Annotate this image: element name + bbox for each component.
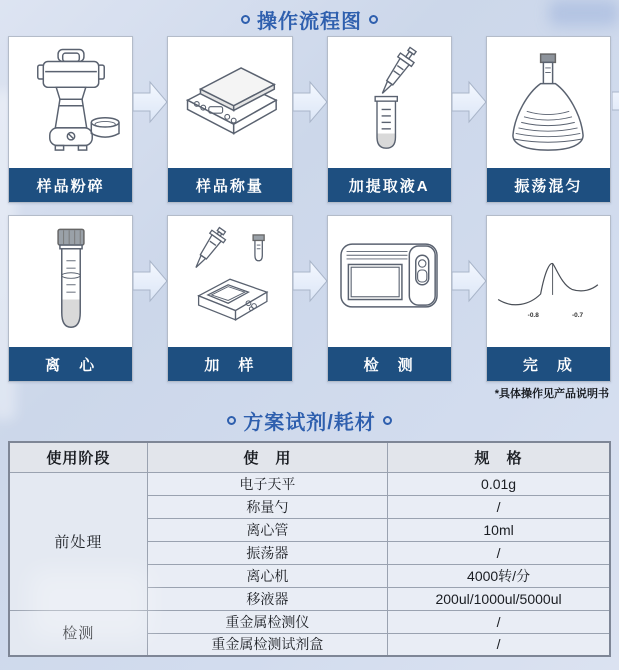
flow-diagram [0, 36, 619, 382]
reagents-section-title-text: 方案试剂/耗材 [243, 411, 376, 434]
stage-cell: 检测 [9, 610, 147, 656]
flow-arrow-icon [293, 257, 327, 305]
vortex-mixer-illustration-icon [487, 37, 610, 168]
table-header-cell: 使用阶段 [9, 442, 147, 472]
table-header-cell: 使 用 [147, 442, 387, 472]
table-header-cell: 规 格 [388, 442, 610, 472]
pipette-tube-illustration-icon [328, 37, 451, 168]
flow-step-label: 样品粉碎 [9, 168, 132, 202]
flow-row-1 [0, 36, 619, 203]
flow-arrow-icon [293, 78, 327, 126]
flow-section-title [0, 0, 619, 32]
spec-cell: 0.01g [388, 472, 610, 495]
flow-step-card-grinder [8, 36, 133, 203]
table-row [9, 472, 610, 495]
item-cell: 移液器 [147, 587, 387, 610]
reagents-table-header [9, 442, 610, 472]
flow-arrow-clipped [612, 77, 619, 130]
spec-cell: 4000转/分 [388, 564, 610, 587]
item-cell: 振荡器 [147, 541, 387, 564]
flow-arrow [293, 36, 327, 167]
flow-step-card-vortex-mixer [486, 36, 611, 203]
grinder-illustration-icon [9, 37, 132, 168]
item-cell: 称量勺 [147, 495, 387, 518]
flow-arrow-icon [452, 78, 486, 126]
flow-arrow [293, 215, 327, 346]
reagents-table [8, 441, 611, 657]
title-dot-icon [241, 15, 250, 24]
flow-step-card-scale [167, 36, 292, 203]
item-cell: 离心管 [147, 518, 387, 541]
flow-arrow [133, 215, 167, 346]
flow-step-card-centrifuge-tube [8, 215, 133, 382]
flow-section-title-text: 操作流程图 [257, 10, 362, 33]
flow-step-label: 加提取液A [328, 168, 451, 202]
scale-illustration-icon [168, 37, 291, 168]
item-cell: 重金属检测仪 [147, 610, 387, 633]
item-cell: 重金属检测试剂盒 [147, 633, 387, 656]
title-dot-icon [383, 416, 392, 425]
result-curve-illustration-icon [487, 216, 610, 347]
flow-step-label: 检 测 [328, 347, 451, 381]
flow-step-card-result-curve [486, 215, 611, 382]
flow-arrow [452, 215, 486, 346]
flow-step-card-sampling [167, 215, 292, 382]
spec-cell: / [388, 610, 610, 633]
flow-arrow-icon [452, 257, 486, 305]
flow-step-label: 加 样 [168, 347, 291, 381]
flow-step-label: 离 心 [9, 347, 132, 381]
title-dot-icon [227, 416, 236, 425]
flow-step-card-pipette-tube [327, 36, 452, 203]
footnote: *具体操作见产品说明书 [494, 388, 609, 400]
flow-step-label: 样品称量 [168, 168, 291, 202]
table-row [9, 610, 610, 633]
spec-cell: 10ml [388, 518, 610, 541]
spec-cell: / [388, 633, 610, 656]
spec-cell: 200ul/1000ul/5000ul [388, 587, 610, 610]
sampling-illustration-icon [168, 216, 291, 347]
flow-step-label: 完 成 [487, 347, 610, 381]
reagents-section-title [0, 401, 619, 433]
stage-cell: 前处理 [9, 472, 147, 610]
spec-cell: / [388, 495, 610, 518]
item-cell: 电子天平 [147, 472, 387, 495]
flow-step-label: 振荡混匀 [487, 168, 610, 202]
flow-step-card-detector [327, 215, 452, 382]
flow-row-2 [0, 215, 619, 382]
flow-arrow [133, 36, 167, 167]
flow-arrow-icon [133, 78, 167, 126]
svg-text:-0.8: -0.8 [528, 311, 540, 319]
spec-cell: / [388, 541, 610, 564]
flow-arrow-icon [133, 257, 167, 305]
svg-text:-0.7: -0.7 [572, 311, 584, 319]
detector-illustration-icon [328, 216, 451, 347]
item-cell: 离心机 [147, 564, 387, 587]
flow-arrow-icon [612, 77, 619, 125]
title-dot-icon [369, 15, 378, 24]
centrifuge-tube-illustration-icon [9, 216, 132, 347]
flow-arrow [452, 36, 486, 167]
